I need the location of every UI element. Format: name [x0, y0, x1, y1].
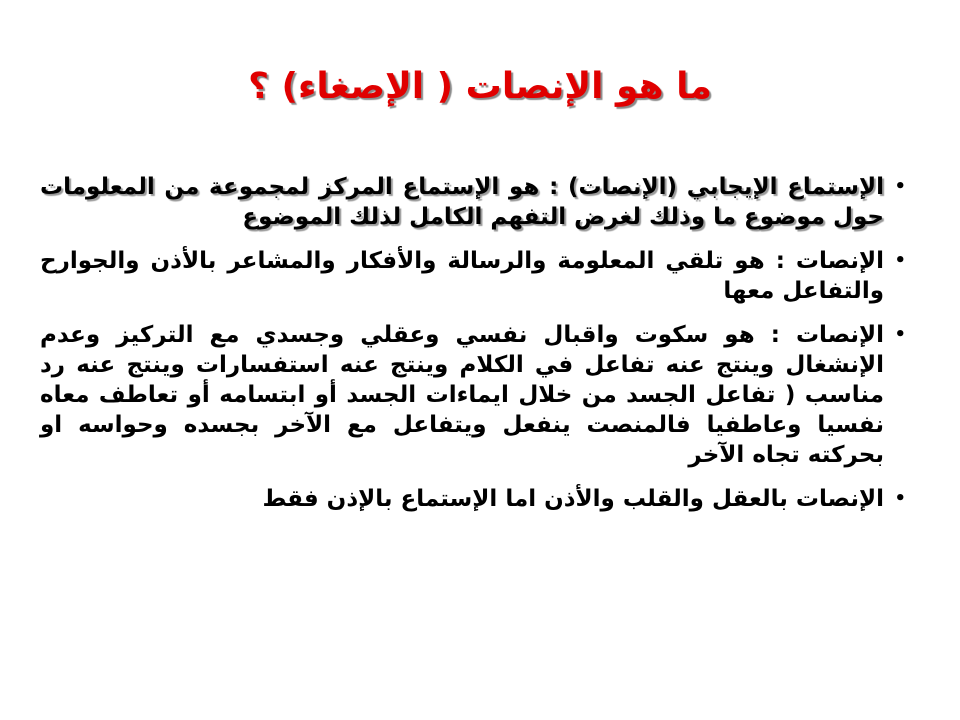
bullet-text: الإستماع الإيجابي (الإنصات) : هو الإستماع المركز لمجموعة من المعلومات حول موضوع ما وذلك لغرض التفهم الكامل لذلك الموضوع [40, 174, 884, 230]
bullet-item [40, 246, 906, 306]
bullet-dot-icon: • [894, 488, 906, 509]
bullet-dot-icon: • [894, 250, 906, 271]
bullet-dot-icon: • [894, 324, 906, 345]
bullet-dot-icon: • [894, 176, 906, 197]
bullet-text: الإنصات بالعقل والقلب والأذن اما الإستماع بالإذن فقط [262, 486, 884, 512]
bullet-item [40, 320, 906, 470]
bullet-item [40, 172, 906, 232]
bullet-text: الإنصات : هو تلقي المعلومة والرسالة والأفكار والمشاعر بالأذن والجوارح والتفاعل معها [40, 248, 884, 304]
bullet-list [40, 172, 906, 528]
bullet-text: الإنصات : هو سكوت واقبال نفسي وعقلي وجسدي مع التركيز وعدم الإنشغال وينتج عنه تفاعل في الكلام وينتج عنه استفسارات وينتج عنه رد مناسب ( تفاعل الجسد من خلال ايماءات الجسد أو ابتسامه أو تعاطف معاه نفسيا وعاطفيا فالمنصت ينفعل ويتفاعل مع الآخر بجسده وحواسه او بحركته تجاه الآخر [40, 322, 884, 468]
slide-title: ما هو الإنصات ( الإصغاء) ؟ [248, 66, 712, 107]
bullet-item [40, 484, 906, 514]
